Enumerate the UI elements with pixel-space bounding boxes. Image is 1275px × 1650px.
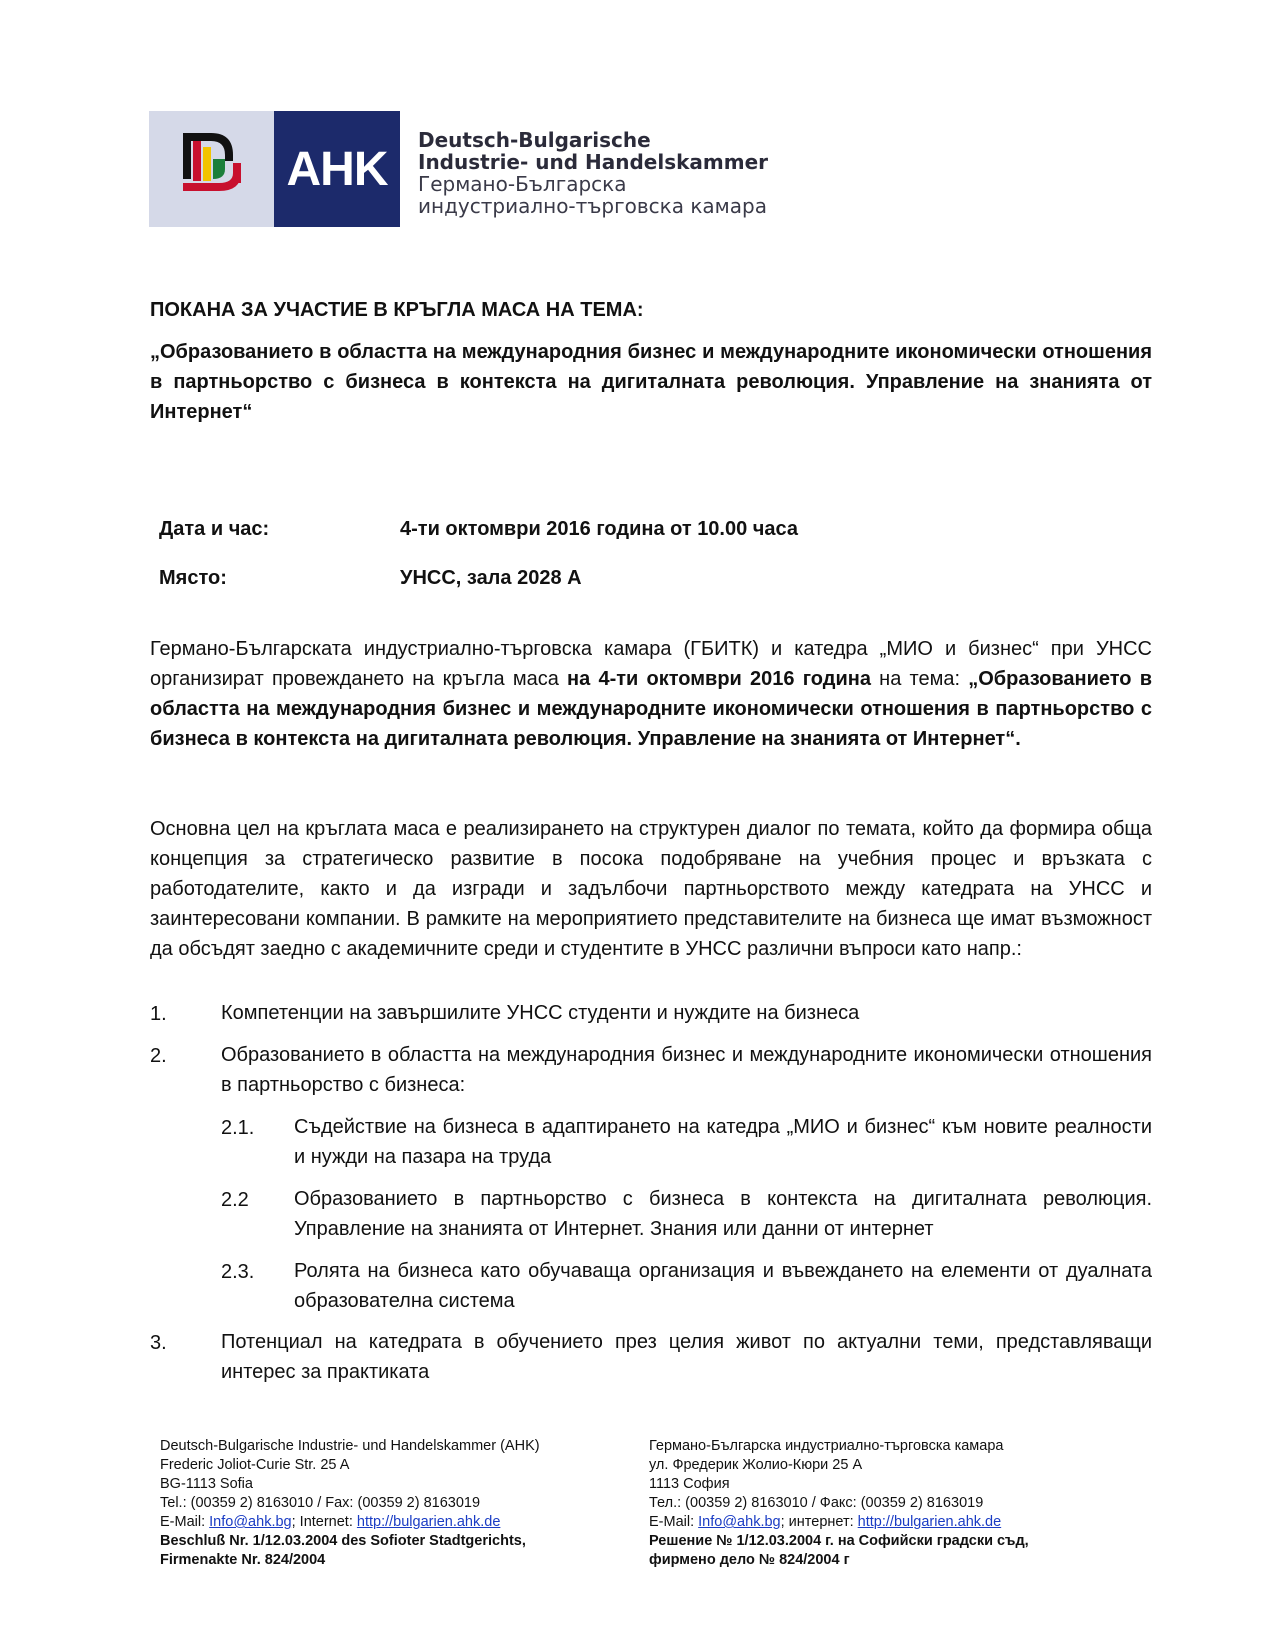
- list-item-text: Компетенции на завършилите УНСС студенти и нуждите на бизнеса: [221, 1002, 860, 1024]
- footer-de-phone: Tel.: (00359 2) 8163010 / Fax: (00359 2) 8163019: [160, 1495, 481, 1511]
- ahk-logo-block: [274, 111, 400, 227]
- sublist-item-number: 2.2: [221, 1189, 249, 1211]
- footer-address-de: [160, 1437, 600, 1570]
- footer-bg-registration: Решение № 1/12.03.2004 г. на Софийски градски съд,: [649, 1533, 1029, 1549]
- footer-bg-file-number: фирмено дело № 824/2004 г: [649, 1552, 850, 1568]
- footer-de-registration: Beschluß Nr. 1/12.03.2004 des Sofioter Stadtgerichts,: [160, 1533, 526, 1549]
- list-item-text: Потенциал на катедрата в обучението през целия живот по актуални теми, представляващи интерес за практиката: [221, 1331, 1152, 1383]
- footer-de-email-label: E-Mail:: [160, 1514, 210, 1530]
- logo-chamber-name: [400, 111, 768, 227]
- footer-bg-website-link[interactable]: http://bulgarien.ahk.de: [857, 1514, 1002, 1530]
- intro-text-2: на тема:: [870, 668, 969, 690]
- footer-de-website-link[interactable]: http://bulgarien.ahk.de: [356, 1514, 501, 1530]
- footer-de-internet-label: ; Internet:: [291, 1514, 357, 1530]
- footer-address-bg: [649, 1437, 1119, 1570]
- db-emblem-icon: [149, 111, 274, 227]
- footer-de-contact: [160, 1513, 600, 1532]
- intro-date-bold: на 4-ти октомври 2016 година: [567, 668, 871, 690]
- intro-text-1: Германо-Българската индустриално-търговска камара (ГБИТК) и катедра „МИО и бизнес“ при УНСС организират провеждането на кръгла маса: [150, 638, 1152, 690]
- footer-de-file-number: Firmenakte Nr. 824/2004: [160, 1552, 326, 1568]
- list-item-number: 2.: [150, 1045, 167, 1067]
- ahk-logo-text: AHK: [286, 142, 388, 196]
- footer-bg-street: ул. Фредерик Жолио-Кюри 25 А: [649, 1457, 863, 1473]
- sublist-item-number: 2.3.: [221, 1261, 255, 1283]
- sublist-item-text: Ролята на бизнеса като обучаваща организация и въвеждането на елементи от дуалната образователна система: [294, 1260, 1152, 1312]
- logo-name-bg-line2: индустриално-търговска камара: [418, 194, 767, 218]
- ahk-logo: [149, 111, 768, 227]
- intro-topic-bold: „Образованието в областта на международния бизнес и международните икономически отношения в партньорство с бизнеса в контекста на дигиталната революция. Управление на знанията от Интернет“.: [150, 668, 1153, 750]
- place-label: Място:: [159, 567, 227, 589]
- invitation-heading: ПОКАНА ЗА УЧАСТИЕ В КРЪГЛА МАСА НА ТЕМА:: [150, 299, 644, 321]
- sublist-item-text: Съдействие на бизнеса в адаптирането на катедра „МИО и бизнес“ към новите реалности и нужди на пазара на труда: [294, 1116, 1152, 1168]
- footer-de-city: BG-1113 Sofia: [160, 1476, 253, 1492]
- place-value: УНСС, зала 2028 А: [400, 567, 582, 589]
- footer-bg-email-label: E-Mail:: [649, 1514, 699, 1530]
- footer-bg-phone: Тел.: (00359 2) 8163010 / Факс: (00359 2) 8163019: [649, 1495, 984, 1511]
- list-item-number: 3.: [150, 1332, 167, 1354]
- list-item-text: Образованието в областта на международния бизнес и международните икономически отношения в партньорство с бизнеса:: [221, 1044, 1152, 1096]
- logo-name-de-line1: Deutsch-Bulgarische: [418, 128, 651, 152]
- footer-bg-city: 1113 София: [649, 1476, 730, 1492]
- logo-name-de-line2: Industrie- und Handelskammer: [418, 150, 769, 174]
- date-label: Дата и час:: [159, 518, 270, 540]
- footer-bg-email-link[interactable]: Info@ahk.bg: [698, 1514, 781, 1530]
- footer-bg-internet-label: ; интернет:: [780, 1514, 858, 1530]
- invitation-topic: „Образованието в областта на международния бизнес и международните икономически отношения в партньорство с бизнеса в контекста на дигиталната революция. Управление на знанията от Интернет“: [150, 341, 1152, 423]
- footer-de-email-link[interactable]: Info@ahk.bg: [209, 1514, 292, 1530]
- list-item-number: 1.: [150, 1003, 167, 1025]
- sublist-item-text: Образованието в партньорство с бизнеса в контекста на дигиталната революция. Управление на знанията от Интернет. Знания или данни от интернет: [294, 1188, 1152, 1240]
- footer-bg-company: Германо-Българска индустриално-търговска камара: [649, 1438, 1004, 1454]
- footer-de-street: Frederic Joliot-Curie Str. 25 A: [160, 1457, 350, 1473]
- intro-paragraph: [150, 634, 1152, 754]
- sublist-item-number: 2.1.: [221, 1117, 255, 1139]
- goal-paragraph: Основна цел на кръглата маса е реализирането на структурен диалог по темата, който да формира обща концепция за стратегическо развитие в посока подобряване на учебния процес и връзката с работодателите, както и да изгради и задълбочи партньорството между катедрата на УНСС и заинтересовани компании. В рамките на мероприятието представителите на бизнеса ще имат възможност да обсъдят заедно с академичните среди и студентите в УНСС различни въпроси като напр.:: [150, 818, 1152, 960]
- logo-name-bg-line1: Германо-Българска: [418, 172, 627, 196]
- footer-de-company: Deutsch-Bulgarische Industrie- und Handelskammer (AHK): [160, 1438, 540, 1454]
- footer-bg-contact: [649, 1513, 1119, 1532]
- date-value: 4-ти октомври 2016 година от 10.00 часа: [400, 518, 799, 540]
